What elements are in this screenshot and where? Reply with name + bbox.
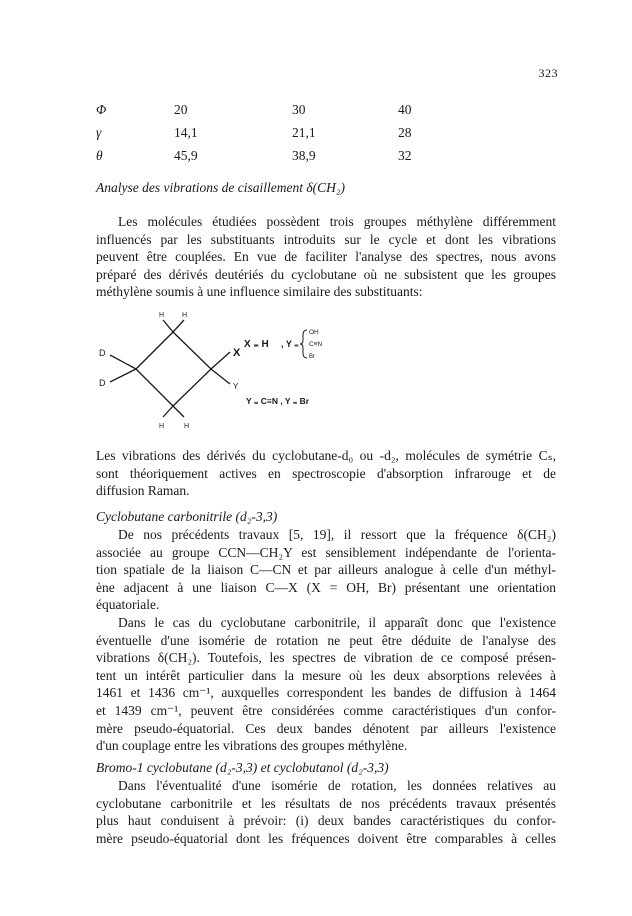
- table-cell: 32: [398, 147, 412, 163]
- table-cell: 38,9: [292, 147, 316, 163]
- atom-label-h: H: [184, 423, 190, 430]
- table-row: [96, 98, 412, 121]
- text-line: sont théoriquement actives en spectroscopie d'absorption infrarouge et de: [96, 465, 556, 481]
- row-symbol: Φ: [96, 101, 107, 117]
- text-line: 1461 et 1436 cm⁻¹, auxquelles correspondent les bandes de diffusion à 1464: [96, 685, 556, 701]
- table-cell: 30: [292, 101, 306, 117]
- atom-label-h: H: [159, 312, 165, 319]
- brace-icon: [300, 330, 307, 358]
- section-heading-bromo: Bromo-1 cyclobutane (d₂-3,3) et cyclobutanol (d₂-3,3): [96, 760, 389, 775]
- formula-2: Y ₌ C≡N , Y ₌ Br: [246, 396, 310, 406]
- text-line: ène adjacent à une liaison C—X (X = OH, Br) présentant une orientation: [96, 579, 556, 595]
- atom-label-d: D: [99, 348, 106, 358]
- text-line: Les molécules étudiées possèdent trois groupes méthylène différemment: [118, 214, 556, 229]
- substituent-option: Br: [309, 354, 315, 360]
- row-symbol: θ: [96, 147, 103, 163]
- text-line: peuvent être couplées. En vue de faciliter l'analyse des spectres, nous avons: [96, 249, 556, 265]
- atom-label-x: X: [233, 347, 241, 359]
- row-symbol: γ: [96, 124, 102, 140]
- paragraph-symmetry: [96, 447, 556, 500]
- text-line: Les vibrations des dérivés du cyclobutane-d₀ ou -d₂, molécules de symétrie Cₛ,: [96, 448, 556, 463]
- text-line: éventuelle d'une isomérie de rotation ne peut être déduite de l'analyse des: [96, 632, 556, 648]
- text-line: préparé des dérivés deutériés du cyclobutane où ne subsistent que les groupes: [96, 266, 556, 282]
- table-cell: 14,1: [174, 124, 198, 140]
- table-cell: 45,9: [174, 147, 198, 163]
- text-line: méthylène soumis à une influence similaire des substituants:: [96, 284, 423, 300]
- cyclobutane-structure-diagram: [96, 304, 356, 432]
- table-cell: 28: [398, 124, 412, 140]
- text-line: plus haut conduisent à prévoir: (i) deux bandes caractéristiques du confor-: [96, 813, 556, 829]
- table-cell: 20: [174, 101, 188, 117]
- text-line: influencés par les substituants introduits sur le cycle et dont les vibrations: [96, 231, 556, 247]
- angle-table: [96, 98, 412, 167]
- formula-y-part: , Y ₌: [281, 339, 299, 349]
- table-cell: 21,1: [292, 124, 316, 140]
- table-row: [96, 121, 412, 144]
- atom-label-y: Y: [233, 382, 239, 391]
- atom-label-h: H: [159, 423, 165, 430]
- table-cell: 40: [398, 101, 412, 117]
- atom-label-h: H: [182, 312, 188, 319]
- text-line: vibrations δ(CH₂). Toutefois, les spectres de vibration de ce composé présen-: [96, 650, 556, 666]
- text-line: Dans le cas du cyclobutane carbonitrile, il apparaît donc que l'existence: [118, 614, 556, 630]
- paragraph-bromo: [96, 777, 556, 847]
- section-heading-carbonitrile: Cyclobutane carbonitrile (d₂-3,3): [96, 509, 278, 524]
- substituent-option: C≡N: [309, 341, 323, 348]
- table-row: [96, 144, 412, 167]
- text-line: et 1439 cm⁻¹, peuvent être considérées comme caractéristiques d'un confor-: [96, 702, 556, 718]
- paragraph-carbonitrile: [96, 526, 556, 755]
- text-line: associée au groupe CCN—CH₂Y est sensiblement indépendante de l'orienta-: [96, 544, 556, 560]
- text-line: cyclobutane carbonitrile et les résultats de nos précédents travaux présentés: [96, 795, 556, 811]
- ring-bonds: [110, 320, 230, 417]
- text-line: équatoriale.: [96, 597, 160, 613]
- section-heading-scissoring: Analyse des vibrations de cisaillement δ(CH₂): [96, 180, 346, 195]
- text-line: tent un intérêt particulier dans la mesure où les deux absorptions relevées à: [96, 667, 556, 683]
- text-line: mère pseudo-équatorial dont les fréquences doivent être comparables à celles: [96, 830, 556, 846]
- paragraph-intro: [96, 213, 556, 301]
- text-line: d'un couplage entre les vibrations des groupes méthylène.: [96, 738, 408, 754]
- formula-x-part: X ₌ H: [244, 339, 269, 350]
- atom-label-d: D: [99, 378, 106, 388]
- substituent-option: OH: [309, 329, 319, 336]
- text-line: diffusion Raman.: [96, 483, 190, 499]
- text-line: tion spatiale de la liaison C—CN et par ailleurs analogue à celle d'un méthyl-: [96, 562, 556, 578]
- page-number: 323: [538, 66, 558, 80]
- text-line: Dans l'éventualité d'une isomérie de rotation, les données relatives au: [118, 778, 556, 793]
- text-line: mère pseudo-équatorial. Ces deux bandes dénotent par ailleurs l'existence: [96, 720, 556, 736]
- text-line: De nos précédents travaux [5, 19], il ressort que la fréquence δ(CH₂): [118, 527, 556, 542]
